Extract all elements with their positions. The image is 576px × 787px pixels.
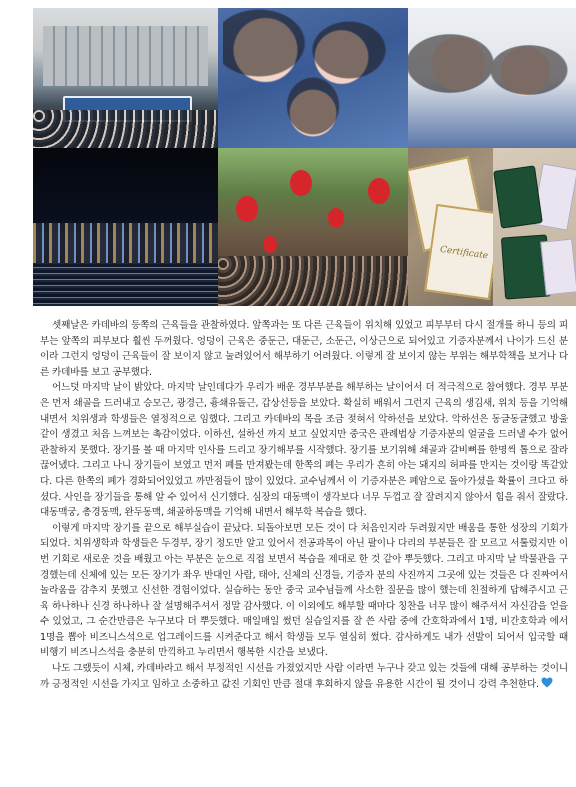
river-reflection: [33, 263, 218, 306]
recommendation-text: 나도 그랬듯이 시체, 카데바라고 해서 부정적인 시선을 가졌었지만 사람 이라면 누구나 갖고 있는 것들에 대해 공부하는 것이니까 긍정적인 시선을 가지고 임하고 소중하고 값진 기회인 만큼 절대 후회하지 않을 유용한 시간이 될 것이니 강력 추천한다.: [40, 663, 568, 690]
photo-collage: [33, 8, 576, 306]
boarding-pass: [540, 238, 576, 295]
selfie-people-2: [408, 18, 576, 148]
red-lantern: [290, 170, 312, 196]
passport: [493, 165, 543, 228]
paragraph-recommendation: [40, 661, 568, 692]
certificate-word: Certificate: [439, 244, 489, 262]
article-body: [40, 318, 568, 692]
building-facade: [43, 26, 208, 86]
student-group: [33, 110, 218, 148]
selfie-photo-2: [408, 8, 576, 148]
certificate: [424, 204, 493, 300]
city-lights: [33, 223, 218, 263]
blue-heart-icon: [541, 677, 553, 688]
red-lantern: [368, 178, 390, 204]
group-photo: [33, 8, 218, 148]
selfie-photo-1: [218, 8, 408, 148]
red-lantern: [236, 196, 258, 222]
paragraph-reflection: 이렇게 마지막 장기를 끝으로 해부실습이 끝났다. 되돌아보면 모든 것이 다 처음인지라 두려웠지만 배움을 통한 성장의 기회가 되었다. 치위생학과 학생들은 두경부, 장기 정도만 알고 있어서 전공과목이 아닌 팔이나 다리의 부분들은 잘 모르고 서툴렀지만 이번 기회로 새로운 것을 배웠고 아는 부분은 눈으로 직접 보면서 복습을 제대로 한 것 같아 뿌듯했다. 그리고 마지막 날 박물관을 구경했는데 신체에 있는 모든 장기가 좌우 반대인 사람, 태아, 신체의 신경들, 기증자 분의 사진까지 그곳에 있는 것들은 다 진짜여서 놀라움을 감추지 못했고 신선한 경험이었다. 실습하는 동안 중국 교수님들께 사소한 질문을 많이 했는데 친절하게 답해주시고 근육 하나하나 신경 하나하나 잘 설명해주셔서 정말 감사했다. 이 이외에도 해부할 때마다 칭찬을 너무 많이 해주셔서 자신감을 얻을 수 있었고, 그 순간만큼은 누구보다 더 뿌듯했다. 매일매일 썼던 실습일지를 잘 쓴 사람 중에 간호학과에서 1명, 비간호학과 에서 1명을 뽑아 비즈니스석으로 업그레이드를 시켜준다고 해서 학생들 모두 열심히 썼다. 감사하게도 내가 선발이 되어서 입국할 때 비행기 비즈니스석을 충분히 만끽하고 누리면서 행복한 시간을 보냈다.: [40, 522, 568, 659]
street-crowd: [218, 256, 408, 306]
paragraph-last-day: 어느덧 마지막 날이 밝았다. 마지막 날인데다가 우리가 배운 경부부분을 해부하는 날이어서 더 적극적으로 참여했다. 경부 부분은 먼저 쇄골을 드러내고 승모근, 광경근, 흉쇄유돌근, 갑상선등을 보았다. 확실히 배워서 그런지 근육의 생김새, 위치 등을 기억해내면서 치위생과 학생들은 열정적으로 임했다. 그리고 카데바의 목을 조금 젖혀서 악하선을 보았다. 악하선은 동글동글했고 방울같이 생겼고 처음 느껴보는 촉감이었다. 이하선, 설하선 까지 보고 싶었지만 중국은 관례법상 기증자분의 얼굴을 드러낼 수가 없어 관찰하지 못했다. 장기를 볼 때 마지막 인사를 드리고 장기해부를 시작했다. 장기를 보기위해 쇄골과 갈비뼈를 한명씩 톱으로 잘라 끊어냈다. 그리고 나니 장기들이 보였고 먼저 폐를 만져봤는데 한쪽의 폐는 우리가 흔히 아는 돼지의 허파를 만지는 것이랑 똑같았다. 다른 한쪽의 폐가 경화되어있었고 까만점들이 많이 있었다. 교수님께서 이 기증자분은 폐암으로 돌아가셨을 확률이 크다고 하셨다. 사인을 장기들을 통해 알 수 있어서 신기했다. 심장의 대동맥이 생각보다 너무 두껍고 잘 잘려지지 않아서 힘을 줘서 잘랐다. 대동맥궁, 총경동맥, 완두동맥, 쇄골하동맥을 기억해 내면서 해부학 복습을 했다.: [40, 382, 568, 519]
selfie-people-1: [223, 8, 403, 148]
passport-photo: [493, 148, 576, 306]
night-city-photo: [33, 148, 218, 306]
red-lantern: [263, 236, 277, 253]
red-lantern: [328, 208, 344, 228]
paragraph-day3: 셋째날은 카데바의 등쪽의 근육들을 관찰하였다. 앞쪽과는 또 다른 근육들이 위치해 있었고 피부부터 다시 절개를 하니 등의 피부는 앞쪽의 피부보다 훨씬 두꺼웠다. 엉덩이 근육은 중둔근, 대둔근, 소둔근, 이상근으로 되어있고 기증자분께서 나이가 드신 분이라 그런지 엉덩이 근육들이 잘 보이지 않고 눌려있어서 해부하기 어려웠다. 이렇게 잘 보이지 않는 부위는 해부학책을 보거나 다른 카데바를 보고 공부했다.: [40, 320, 568, 378]
certificate-photo: [408, 148, 493, 306]
lantern-street-photo: [218, 148, 408, 306]
